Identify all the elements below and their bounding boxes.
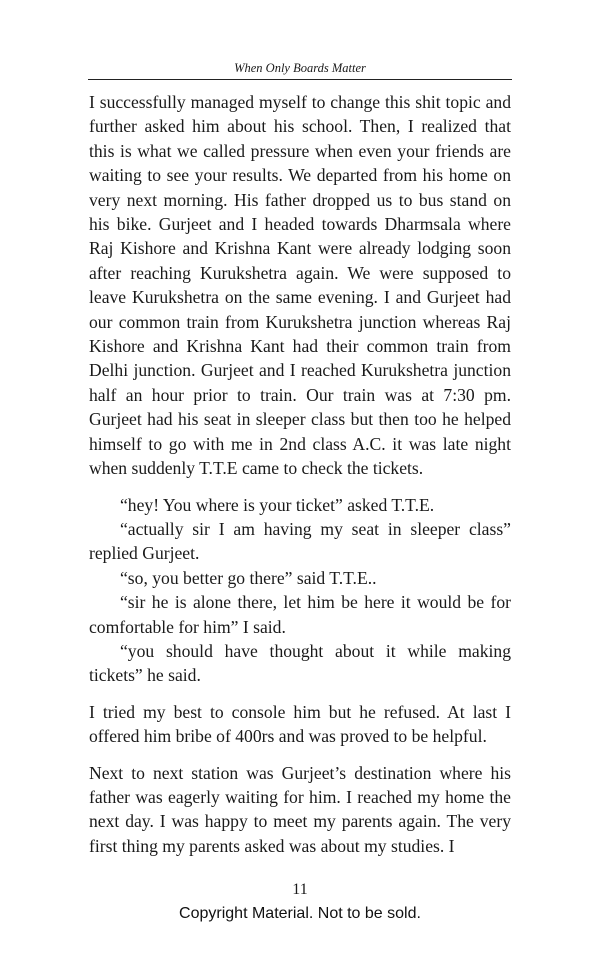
dialogue-line: “you should have thought about it while making tickets” he said. — [89, 640, 511, 686]
running-header: When Only Boards Matter — [234, 61, 366, 75]
page-body — [89, 90, 511, 858]
copyright-notice: Copyright Material. Not to be sold. — [179, 905, 421, 922]
paragraph: I tried my best to console him but he refused. At last I offered him bribe of 400rs and was proved to be helpful. — [89, 701, 511, 747]
dialogue-line: “hey! You where is your ticket” asked T.T.E. — [120, 494, 435, 515]
paragraph: Next to next station was Gurjeet’s destination where his father was eagerly waiting for him. I reached my home the next day. I was happy to meet my parents again. The very first thing my parents asked was about my studies. I — [89, 762, 511, 856]
dialogue-line: “sir he is alone there, let him be here it would be for comfortable for him” I said. — [89, 592, 511, 637]
dialogue-line: “actually sir I am having my seat in sleeper class” replied Gurjeet. — [89, 518, 511, 564]
dialogue-line: “so, you better go there” said T.T.E.. — [120, 567, 377, 588]
paragraph: I successfully managed myself to change this shit topic and further asked him about his school. Then, I realized that this is what we called pressure when even your friends are waiting to see your results. We departed from his home on very next morning. His father dropped us to bus stand on his bike. Gurjeet and I headed towards Dharmsala where Raj Kishore and Krishna Kant were already lodging soon after reaching Kurukshetra again. We were supposed to leave Kurukshetra on the same evening. I and Gurjeet had our common train from Kurukshetra junction whereas Raj Kishore and Krishna Kant had their common train from Delhi junction. Gurjeet and I reached Kurukshetra junction half an hour prior to train. Our train was at 7:30 pm. Gurjeet had his seat in sleeper class but then too he helped himself to go with me in 2nd class A.C. it was late night when suddenly T.T.E came to check the tickets. — [89, 92, 511, 479]
header-rule — [88, 79, 512, 80]
page-number: 11 — [292, 881, 308, 898]
